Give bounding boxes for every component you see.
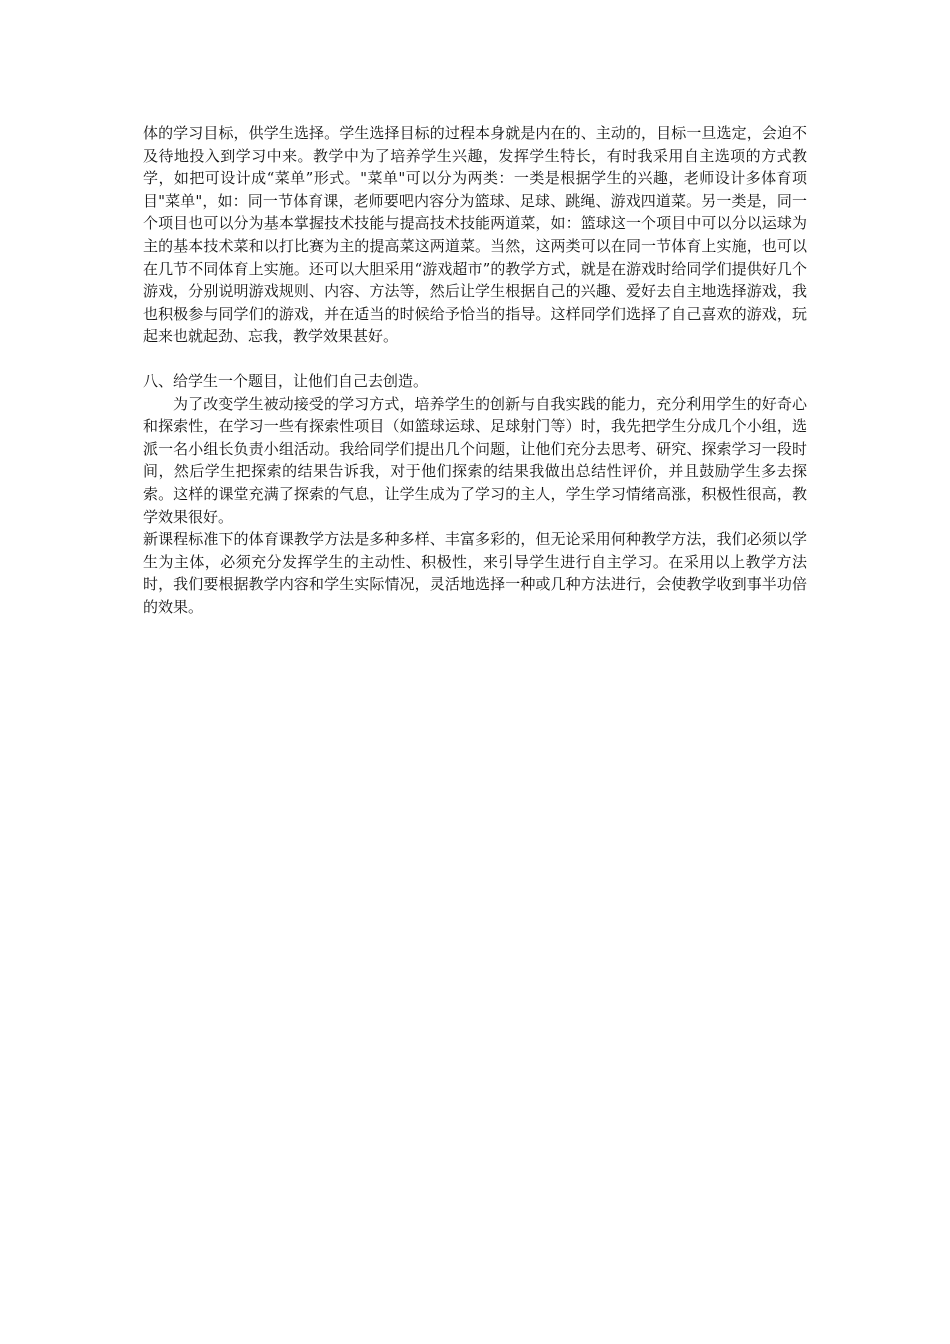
- paragraph-spacer: [143, 348, 807, 370]
- paragraph-menu-teaching: 体的学习目标，供学生选择。学生选择目标的过程本身就是内在的、主动的，目标一旦选定，会迫不及待地投入到学习中来。教学中为了培养学生兴趣，发挥学生特长，有时我采用自主选项的方式教学，如把可设计成“菜单”形式。"菜单"可以分为两类：一类是根据学生的兴趣，老师设计多体育项目"菜单"，如：同一节体育课，老师要吧内容分为篮球、足球、跳绳、游戏四道菜。另一类是，同一个项目也可以分为基本掌握技术技能与提高技术技能两道菜，如：篮球这一个项目中可以分以运球为主的基本技术菜和以打比赛为主的提高菜这两道菜。当然，这两类可以在同一节体育上实施，也可以在几节不同体育上实施。还可以大胆采用“游戏超市”的教学方式，就是在游戏时给同学们提供好几个游戏，分别说明游戏规则、内容、方法等，然后让学生根据自己的兴趣、爱好去自主地选择游戏，我也积极参与同学们的游戏，并在适当的时候给予恰当的指导。这样同学们选择了自己喜欢的游戏，玩起来也就起劲、忘我，教学效果甚好。: [143, 124, 807, 346]
- document-body: [143, 122, 807, 618]
- paragraph-conclusion: 新课程标准下的体育课教学方法是多种多样、丰富多彩的，但无论采用何种教学方法，我们必须以学生为主体，必须充分发挥学生的主动性、积极性，来引导学生进行自主学习。在采用以上教学方法时，我们要根据教学内容和学生实际情况，灵活地选择一种或几种方法进行，会使教学收到事半功倍的效果。: [143, 530, 807, 616]
- paragraph-exploration: 为了改变学生被动接受的学习方式，培养学生的创新与自我实践的能力，充分利用学生的好奇心和探索性，在学习一些有探索性项目（如篮球运球、足球射门等）时，我先把学生分成几个小组，选派一名小组长负责小组活动。我给同学们提出几个问题，让他们充分去思考、研究、探索学习一段时间，然后学生把探索的结果告诉我，对于他们探索的结果我做出总结性评价，并且鼓励学生多去探索。这样的课堂充满了探索的气息，让学生成为了学习的主人，学生学习情绪高涨，积极性很高，教学效果很好。: [143, 394, 807, 526]
- section-heading-8: 八、给学生一个题目，让他们自己去创造。: [143, 371, 429, 390]
